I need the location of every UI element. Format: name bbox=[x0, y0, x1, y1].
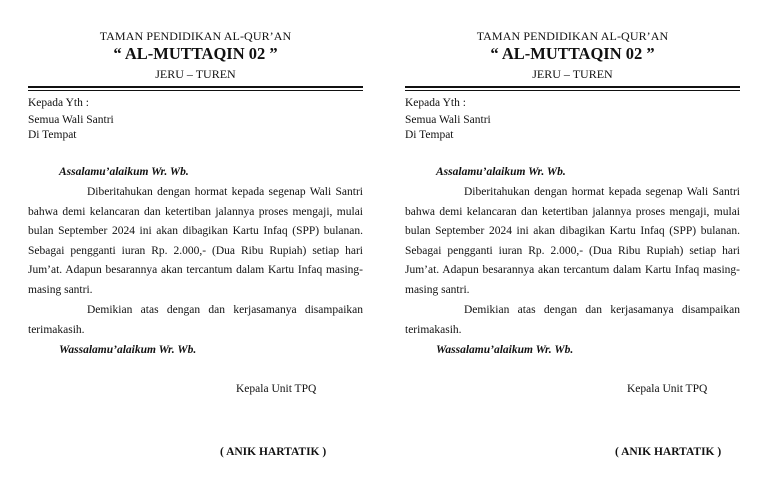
body-paragraph-1: Diberitahukan dengan hormat kepada segenap Wali Santri bahwa demi kelancaran dan ketertiban jalannya proses mengaji, mulai bulan September 2024 ini akan dibagikan Kartu Infaq (SPP) bulanan. Sebagai pengganti iuran Rp. 2.000,- (Dua Ribu Rupiah) setiap hari Jum’at. Adapun besarannya akan tercantum dalam Kartu Infaq masing-masing santri. bbox=[28, 186, 363, 296]
signer-name: ( ANIK HARTATIK ) bbox=[615, 446, 722, 458]
letter-left bbox=[28, 0, 363, 501]
recipient-line-2: Semua Wali Santri bbox=[28, 114, 114, 126]
header-divider bbox=[405, 86, 740, 91]
recipient-line-1: Kepada Yth : bbox=[405, 97, 466, 109]
school-location: JERU – TUREN bbox=[532, 67, 613, 81]
body-paragraph-2: Demikian atas dengan dan kerjasamanya disampaikan terimakasih. bbox=[405, 304, 740, 336]
body-paragraph-1: Diberitahukan dengan hormat kepada segenap Wali Santri bahwa demi kelancaran dan ketertiban jalannya proses mengaji, mulai bulan September 2024 ini akan dibagikan Kartu Infaq (SPP) bulanan. Sebagai pengganti iuran Rp. 2.000,- (Dua Ribu Rupiah) setiap hari Jum’at. Adapun besarannya akan tercantum dalam Kartu Infaq masing-masing santri. bbox=[405, 186, 740, 296]
school-name-heading: “ AL-MUTTAQIN 02 ” bbox=[113, 44, 278, 63]
recipient-line-3: Di Tempat bbox=[28, 129, 77, 141]
school-type-heading: TAMAN PENDIDIKAN AL-QUR’AN bbox=[99, 29, 292, 43]
signer-title: Kepala Unit TPQ bbox=[236, 383, 317, 395]
recipient-line-1: Kepada Yth : bbox=[28, 97, 89, 109]
school-name-heading: “ AL-MUTTAQIN 02 ” bbox=[490, 44, 655, 63]
letter-right bbox=[405, 0, 740, 501]
recipient-line-2: Semua Wali Santri bbox=[405, 114, 491, 126]
school-type-heading: TAMAN PENDIDIKAN AL-QUR’AN bbox=[476, 29, 669, 43]
signer-name: ( ANIK HARTATIK ) bbox=[220, 446, 327, 458]
closing-greeting: Wassalamu’alaikum Wr. Wb. bbox=[436, 344, 574, 356]
signer-title: Kepala Unit TPQ bbox=[627, 383, 708, 395]
recipient-line-3: Di Tempat bbox=[405, 129, 454, 141]
header-divider bbox=[28, 86, 363, 91]
body-paragraph-2: Demikian atas dengan dan kerjasamanya disampaikan terimakasih. bbox=[28, 304, 363, 336]
opening-greeting: Assalamu’alaikum Wr. Wb. bbox=[436, 166, 566, 178]
opening-greeting: Assalamu’alaikum Wr. Wb. bbox=[59, 166, 189, 178]
school-location: JERU – TUREN bbox=[155, 67, 236, 81]
closing-greeting: Wassalamu’alaikum Wr. Wb. bbox=[59, 344, 197, 356]
